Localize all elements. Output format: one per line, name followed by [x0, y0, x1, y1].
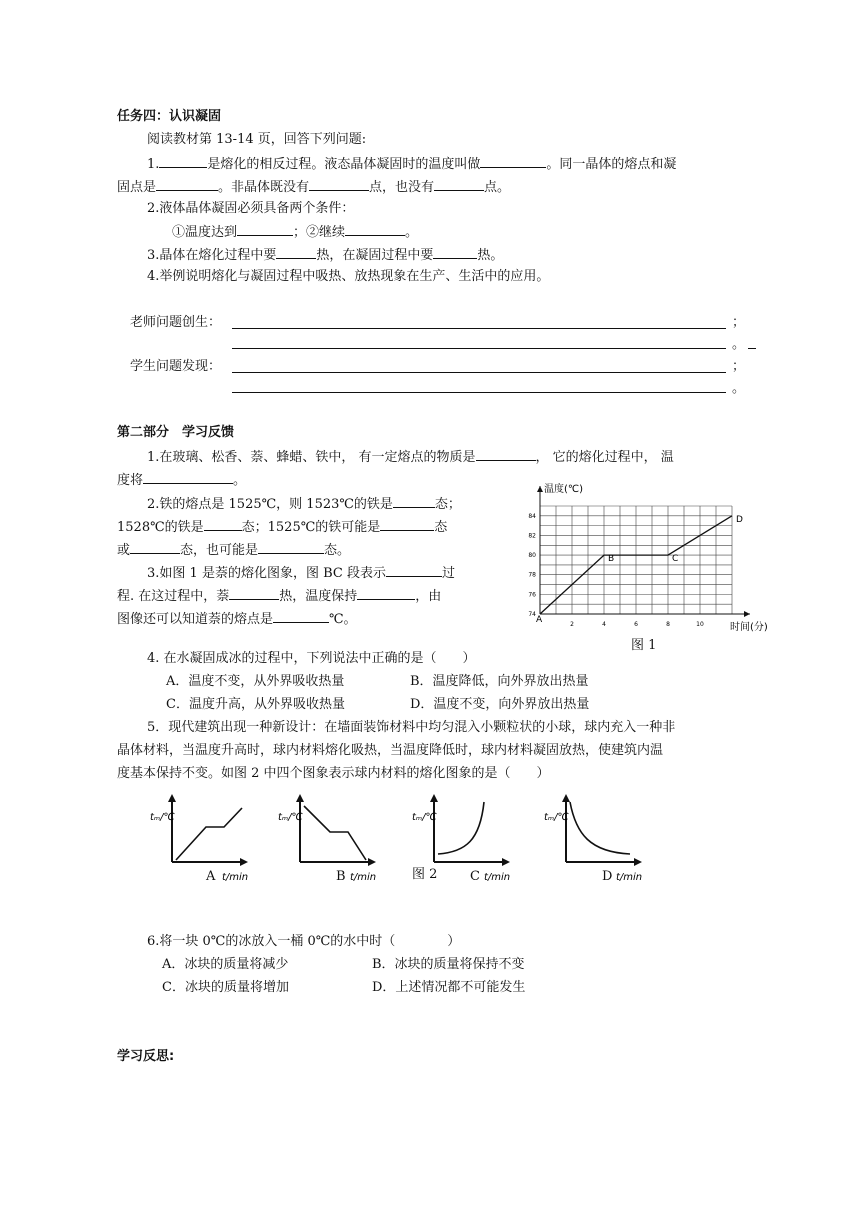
- figure-2-graphs: [150, 788, 660, 888]
- part2-q5-line3: 度基本保持不变。如图 2 中四个图象表示球内材料的熔化图象的是（ ）: [117, 766, 550, 781]
- part2-q6-option-c[interactable]: C．冰块的质量将增加: [162, 980, 289, 995]
- y-axis-arrow: [296, 794, 304, 802]
- curve: [438, 802, 484, 854]
- part2-q3-line2: 程. 在这过程中，萘 热，温度保持 ，由: [117, 586, 441, 606]
- blank[interactable]: [156, 177, 218, 191]
- point-label: A: [536, 615, 543, 625]
- y-axis-arrow: [537, 486, 543, 492]
- teacher-line-2[interactable]: [232, 348, 726, 349]
- blank[interactable]: [143, 470, 233, 484]
- student-label: 学生问题发现：: [130, 359, 222, 374]
- x-axis-label: t/min: [616, 872, 643, 883]
- blank[interactable]: [237, 222, 293, 236]
- x-tick-label: 2: [570, 621, 574, 628]
- task4-q3: 3.晶体在熔化过程中要 热，在凝固过程中要 热。: [147, 245, 503, 265]
- blank[interactable]: [276, 245, 316, 259]
- part2-q1-line2: 度将 。: [117, 470, 246, 490]
- blank[interactable]: [229, 586, 279, 600]
- student-line-1[interactable]: [232, 372, 726, 373]
- part2-q4-option-b[interactable]: B．温度降低，向外界放出热量: [410, 674, 589, 689]
- part2-q2-line2: 1528℃的铁是 态；1525℃的铁可能是 态: [117, 517, 447, 537]
- x-axis-label: t/min: [350, 872, 377, 883]
- part2-q4-option-c[interactable]: C．温度升高，从外界吸收热量: [166, 697, 345, 712]
- y-axis-arrow: [430, 794, 438, 802]
- figure-1-chart: [510, 470, 790, 640]
- blank[interactable]: [434, 177, 484, 191]
- blank[interactable]: [393, 494, 435, 508]
- part2-q2-line3: 或 态，也可能是 态。: [117, 540, 350, 560]
- y-axis-label: tₘ/℃: [544, 812, 569, 823]
- y-tick-label: 74: [528, 611, 536, 618]
- point-label: B: [608, 554, 615, 565]
- blank[interactable]: [130, 540, 180, 554]
- task4-title: 任务四：认识凝固: [117, 109, 222, 124]
- part2-q4-option-a[interactable]: A．温度不变，从外界吸收热量: [166, 674, 345, 689]
- curve: [304, 806, 366, 860]
- blank[interactable]: [476, 447, 536, 461]
- teacher-label: 老师问题创生：: [130, 315, 222, 330]
- part2-q6-option-d[interactable]: D．上述情况都不可能发生: [372, 980, 526, 995]
- teacher-line-1[interactable]: [232, 328, 726, 329]
- part2-q6: 6.将一块 0℃的冰放入一桶 0℃的水中时（ ）: [147, 934, 461, 949]
- part2-q5-line1: 5．现代建筑出现一种新设计：在墙面装饰材料中均匀混入小颗粒状的小球，球内充入一种非: [147, 720, 676, 735]
- x-tick-label: 10: [696, 621, 704, 628]
- punct: 。: [732, 381, 746, 396]
- x-axis-label: t/min: [222, 872, 249, 883]
- x-axis-arrow: [744, 611, 750, 617]
- task4-q2: 2.液体晶体凝固必须具备两个条件：: [147, 201, 355, 216]
- y-axis-arrow: [562, 794, 570, 802]
- blank[interactable]: [273, 609, 329, 623]
- stray-dash: [748, 348, 756, 349]
- task4-q2-conditions: ①温度达到 ；②继续 。: [172, 222, 418, 242]
- blank[interactable]: [380, 517, 434, 531]
- curve: [570, 802, 630, 854]
- blank[interactable]: [258, 540, 324, 554]
- part2-q3-line1: 3.如图 1 是萘的熔化图象，图 BC 段表示 过: [147, 563, 455, 583]
- y-tick-label: 84: [528, 512, 536, 520]
- part2-title: 第二部分 学习反馈: [117, 425, 235, 440]
- x-axis-arrow: [240, 858, 248, 866]
- figure-2-label-b: B: [336, 869, 346, 884]
- figure-2-panel-d: [544, 794, 642, 883]
- x-axis-label: t/min: [484, 872, 511, 883]
- y-tick-label: 82: [528, 532, 536, 540]
- x-axis-arrow: [634, 858, 642, 866]
- task4-q1-line1: 1. 是熔化的相反过程。液态晶体凝固时的温度叫做 。同一晶体的熔点和凝: [147, 154, 676, 174]
- part2-q2-line1: 2.铁的熔点是 1525℃，则 1523℃的铁是 态；: [147, 494, 461, 514]
- x-tick-label: 6: [634, 621, 638, 628]
- y-axis-label: tₘ/℃: [150, 812, 175, 823]
- part2-q4: 4. 在水凝固成冰的过程中，下列说法中正确的是（ ）: [147, 651, 476, 666]
- task4-q4: 4.举例说明熔化与凝固过程中吸热、放热现象在生产、生活中的应用。: [147, 269, 550, 284]
- task4-intro: 阅读教材第 13-14 页，回答下列问题:: [147, 132, 367, 147]
- punct: 。: [732, 337, 746, 352]
- point-label: D: [736, 514, 743, 525]
- point-label: C: [672, 554, 679, 565]
- task4-q1-line2: 固点是 。非晶体既没有 点，也没有 点。: [117, 177, 510, 197]
- y-tick-label: 80: [528, 552, 536, 560]
- punct: ；: [732, 359, 746, 374]
- blank[interactable]: [159, 154, 207, 168]
- blank[interactable]: [480, 154, 546, 168]
- figure-2-label-c: C: [470, 869, 480, 884]
- y-tick-label: 76: [528, 591, 536, 599]
- y-axis-label: tₘ/℃: [412, 812, 437, 823]
- part2-q6-option-a[interactable]: A．冰块的质量将减少: [162, 957, 289, 972]
- reflection-title: 学习反思:: [117, 1049, 175, 1064]
- x-tick-label: 8: [666, 621, 670, 628]
- figure-2-label-d: D: [602, 869, 613, 884]
- blank[interactable]: [433, 245, 477, 259]
- y-tick-label: 78: [528, 571, 536, 579]
- figure-2-caption: 图 2: [412, 867, 438, 882]
- blank[interactable]: [204, 517, 242, 531]
- part2-q4-option-d[interactable]: D．温度不变，向外界放出热量: [410, 697, 590, 712]
- y-axis-title: 温度(℃): [544, 484, 584, 495]
- part2-q1-line1: 1.在玻璃、松香、萘、蜂蜡、铁中， 有一定熔点的物质是 ， 它的熔化过程中， 温: [147, 447, 674, 467]
- part2-q6-option-b[interactable]: B．冰块的质量将保持不变: [372, 957, 525, 972]
- part2-q5-line2: 晶体材料，当温度升高时，球内材料熔化吸热，当温度降低时，球内材料凝固放热，使建筑内温: [117, 743, 664, 758]
- figure-2-panel-b: [278, 794, 376, 883]
- punct: ；: [732, 315, 746, 330]
- x-tick-label: 4: [602, 621, 606, 628]
- blank[interactable]: [386, 563, 442, 577]
- x-axis-title: 时间(分): [730, 622, 768, 633]
- x-axis-arrow: [502, 858, 510, 866]
- student-line-2[interactable]: [232, 392, 726, 393]
- part2-q3-line3: 图像还可以知道萘的熔点是 ℃。: [117, 609, 357, 629]
- blank[interactable]: [345, 222, 405, 236]
- y-axis-label: tₘ/℃: [278, 812, 303, 823]
- y-axis-arrow: [168, 794, 176, 802]
- figure-2-label-a: A: [206, 869, 216, 884]
- blank[interactable]: [309, 177, 369, 191]
- curve: [176, 808, 242, 860]
- figure-2-panel-a: [150, 794, 248, 883]
- blank[interactable]: [357, 586, 415, 600]
- figure-1-caption: 图 1: [631, 638, 657, 653]
- x-axis-arrow: [368, 858, 376, 866]
